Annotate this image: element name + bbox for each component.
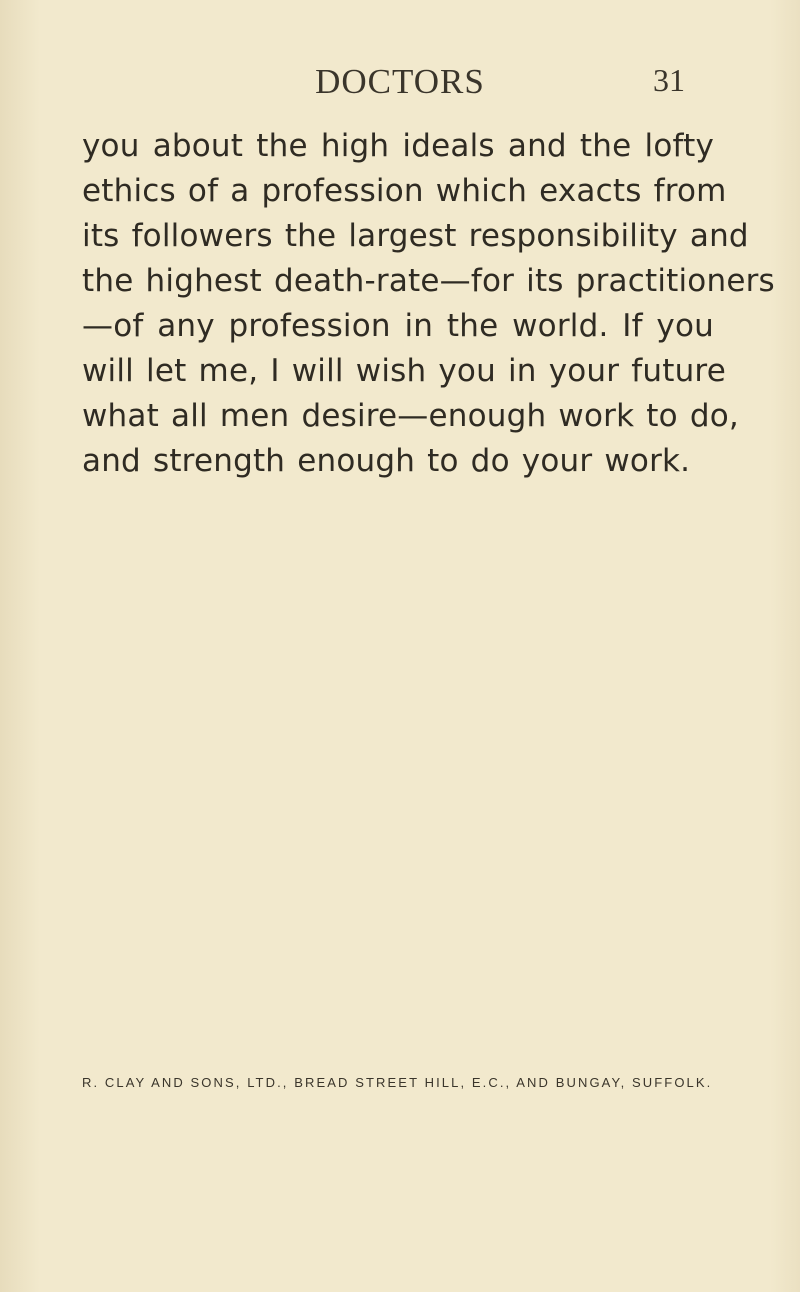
text-line: its followers the largest responsibility and bbox=[82, 218, 749, 254]
text-line-last: and strength enough to do your work. bbox=[82, 443, 691, 479]
running-title: DOCTORS bbox=[315, 62, 485, 101]
text-line: ethics of a profession which exacts from bbox=[82, 173, 727, 209]
text-line: the highest death-rate—for its practitioners bbox=[82, 263, 775, 299]
text-line: —of any profession in the world. If you bbox=[82, 308, 714, 344]
page-number: 31 bbox=[653, 62, 685, 98]
text-line: you about the high ideals and the lofty bbox=[82, 128, 714, 164]
text-line: will let me, I will wish you in your future bbox=[82, 353, 726, 389]
text-line: what all men desire—enough work to do, bbox=[82, 398, 739, 434]
printer-imprint: R. CLAY AND SONS, LTD., BREAD STREET HILL, E.C., AND BUNGAY, SUFFOLK. bbox=[82, 1075, 713, 1090]
running-head bbox=[0, 58, 800, 108]
body-text bbox=[82, 124, 775, 484]
